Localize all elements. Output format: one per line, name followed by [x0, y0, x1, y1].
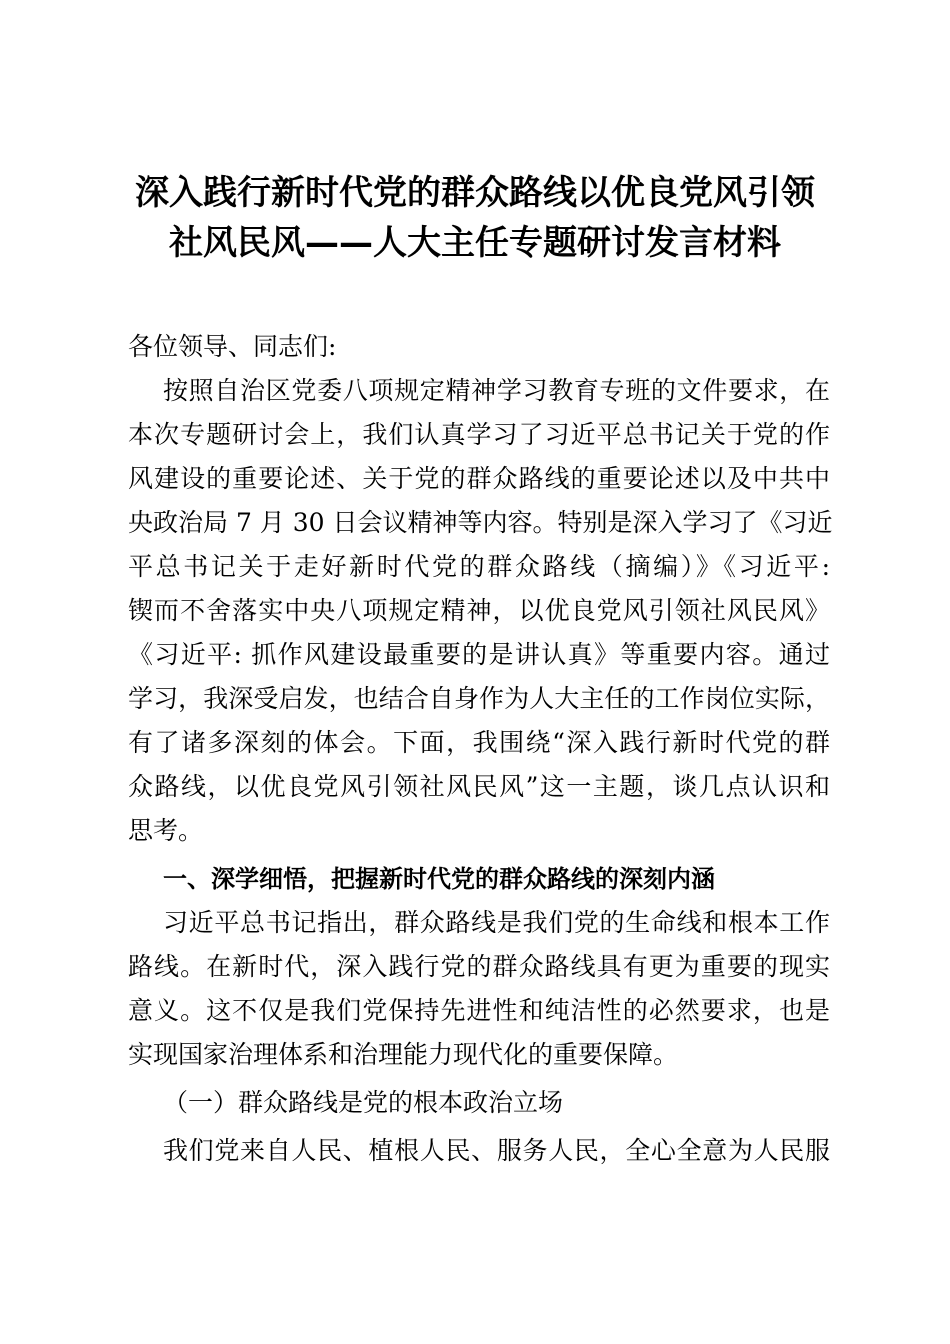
text-line: 众路线，以优良党风引领社风民风”这一主题，谈几点认识和: [128, 772, 830, 801]
text-line: 平总书记关于走好新时代党的群众路线（摘编）》《习近平:: [128, 552, 830, 581]
text-line: 《习近平: 抓作风建设最重要的是讲认真》等重要内容。通过: [128, 640, 830, 669]
text-line: 央政治局 7 月 30 日会议精神等内容。特别是深入学习了《习近: [128, 508, 833, 537]
document-title-line-2: 社风民风——人大主任专题研讨发言材料: [169, 223, 781, 263]
text-line: 实现国家治理体系和治理能力现代化的重要保障。: [128, 1040, 679, 1069]
text-line: 按照自治区党委八项规定精神学习教育专班的文件要求，在: [163, 376, 830, 405]
document-title-line-1: 深入践行新时代党的群众路线以优良党风引领: [135, 173, 815, 213]
text-line: 有了诸多深刻的体会。下面，我围绕“深入践行新时代党的群: [128, 728, 830, 757]
paragraph-subsection-1: [128, 1129, 830, 1173]
document-body: [128, 325, 833, 1173]
section-heading-1: 一、深学细悟，把握新时代党的群众路线的深刻内涵: [163, 865, 715, 893]
text-line: 风建设的重要论述、关于党的群众路线的重要论述以及中共中: [128, 464, 830, 493]
text-line: 习近平总书记指出，群众路线是我们党的生命线和根本工作: [163, 908, 830, 937]
text-line: 我们党来自人民、植根人民、服务人民，全心全意为人民服: [163, 1136, 830, 1165]
text-line: 路线。在新时代，深入践行党的群众路线具有更为重要的现实: [128, 952, 830, 981]
subsection-heading-1: （一）群众路线是党的根本政治立场: [163, 1088, 564, 1117]
text-line: 锲而不舍落实中央八项规定精神，以优良党风引领社风民风》: [128, 596, 830, 625]
greeting: 各位领导、同志们:: [128, 332, 337, 361]
text-line: 意义。这不仅是我们党保持先进性和纯洁性的必然要求，也是: [128, 996, 830, 1025]
paragraph-intro: [128, 369, 833, 853]
text-line: 学习，我深受启发，也结合自身作为人大主任的工作岗位实际，: [128, 684, 830, 713]
paragraph-section-1: [128, 901, 830, 1077]
text-line: 思考。: [128, 816, 204, 845]
text-line: 本次专题研讨会上，我们认真学习了习近平总书记关于党的作: [128, 420, 830, 449]
